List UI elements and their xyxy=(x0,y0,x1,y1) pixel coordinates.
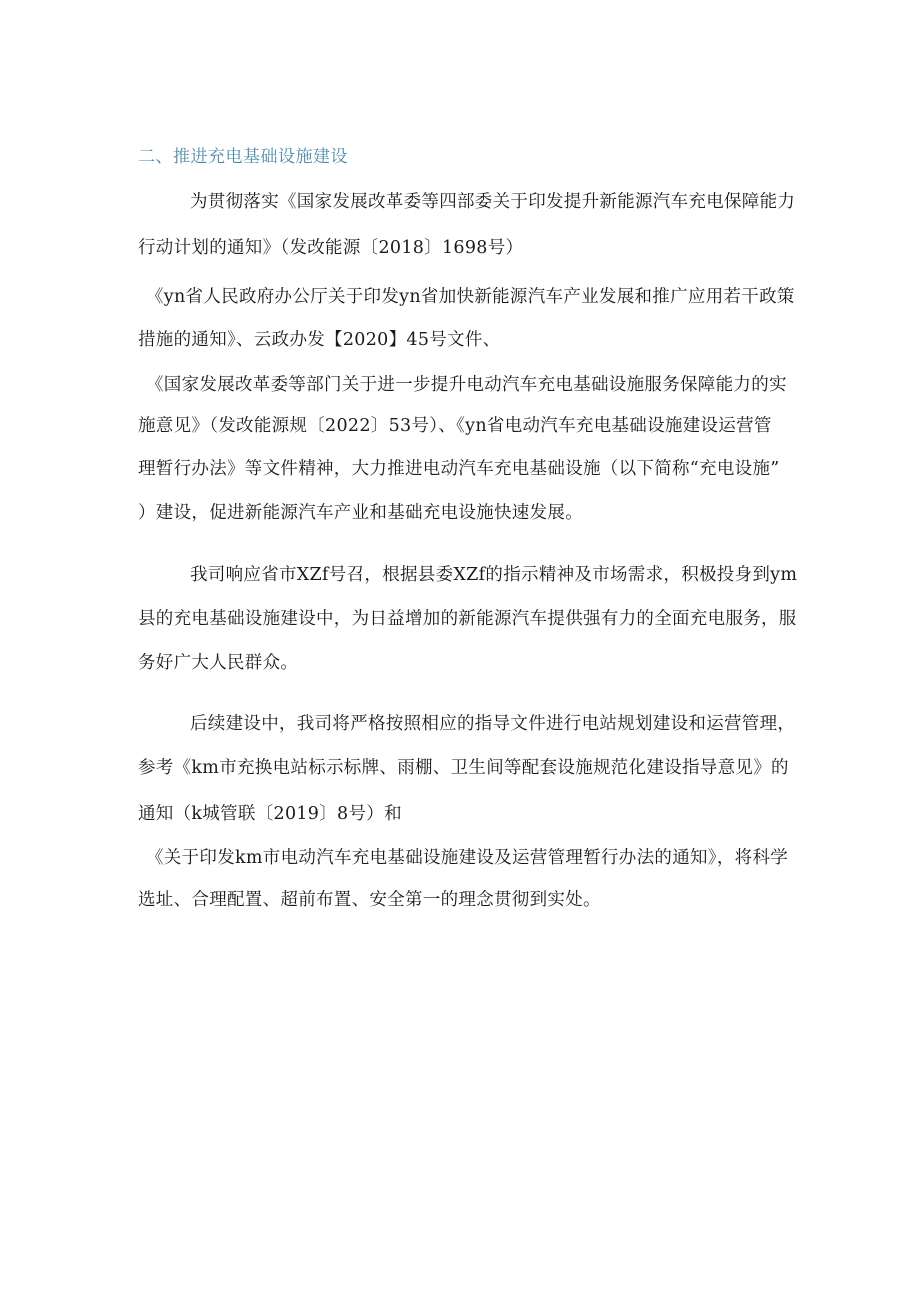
paragraph-1-line-5: 《国家发展改革委等部门关于进一步提升电动汽车充电基础设施服务保障能力的实 xyxy=(146,375,787,395)
paragraph-3-line-2: 参考《km市充换电站标示标牌、雨棚、卫生间等配套设施规范化建设指导意见》的 xyxy=(138,758,789,778)
paragraph-3-line-3: 通知（k城管联〔2019〕8号）和 xyxy=(138,804,402,824)
paragraph-1-line-8: ）建设，促进新能源汽车产业和基础充电设施快速发展。 xyxy=(138,503,583,523)
paragraph-1-line-4: 措施的通知》、云政办发【2020】45号文件、 xyxy=(138,330,501,350)
paragraph-1-line-3: 《yn省人民政府办公厅关于印发yn省加快新能源汽车产业发展和推广应用若干政策 xyxy=(146,287,795,307)
paragraph-1-line-6: 施意见》（发改能源规〔2022〕53号）、《yn省电动汽车充电基础设施建设运营管 xyxy=(138,416,772,436)
paragraph-2-line-1: 我司响应省市XZf号召，根据县委XZf的指示精神及市场需求，积极投身到ym xyxy=(190,565,798,585)
paragraph-3-line-1: 后续建设中，我司将严格按照相应的指导文件进行电站规划建设和运营管理， xyxy=(190,714,796,734)
paragraph-2-line-3: 务好广大人民群众。 xyxy=(138,653,299,673)
paragraph-2-line-2: 县的充电基础设施建设中，为日益增加的新能源汽车提供强有力的全面充电服务，服 xyxy=(138,609,797,629)
paragraph-1-line-7: 理暂行办法》等文件精神，大力推进电动汽车充电基础设施（以下简称“充电设施” xyxy=(138,459,780,479)
paragraph-1-line-1: 为贯彻落实《国家发展改革委等四部委关于印发提升新能源汽车充电保障能力 xyxy=(190,192,796,212)
paragraph-3-line-5: 选址、合理配置、超前布置、安全第一的理念贯彻到实处。 xyxy=(138,890,601,910)
paragraph-1-line-2: 行动计划的通知》（发改能源〔2018〕1698号） xyxy=(138,238,524,258)
paragraph-3-line-4: 《关于印发km市电动汽车充电基础设施建设及运营管理暂行办法的通知》，将科学 xyxy=(146,848,789,868)
section-heading: 二、推进充电基础设施建设 xyxy=(138,147,348,167)
